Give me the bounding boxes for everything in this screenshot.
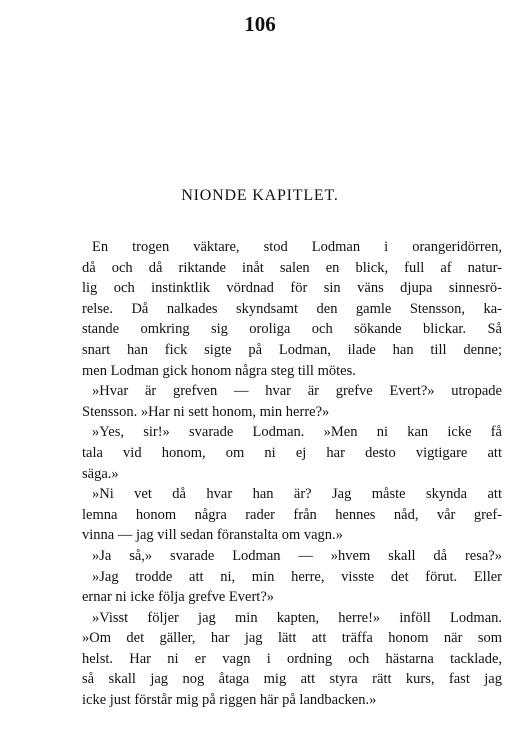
text-line: lemna honom några rader från hennes nåd, vår gref- (82, 506, 502, 523)
body-text (82, 237, 502, 711)
text-line: En trogen väktare, stod Lodman i orangeridörren, (92, 239, 502, 255)
text-line: »Yes, sir!» svarade Lodman. »Men ni kan icke få (92, 424, 502, 441)
text-line: säga.» (82, 465, 119, 482)
text-line: relse. Då nalkades skyndsamt den gamle Stensson, ka- (82, 300, 502, 317)
text-line: »Jag trodde att ni, min herre, visste det förut. Eller (92, 568, 502, 585)
text-line: ernar ni icke följa grefve Evert?» (82, 589, 275, 606)
page-number: 106 (244, 12, 276, 36)
text-line: tala vid honom, om ni ej har desto vigtigare att (82, 444, 502, 461)
chapter-heading: NIONDE KAPITLET. (181, 187, 339, 204)
text-line: snart han fick sigte på Lodman, ilade han till denne; (82, 341, 502, 358)
text-line: men Lodman gick honom några steg till mötes. (82, 362, 356, 379)
text-line: »Om det gäller, har jag lätt att träffa honom när som (82, 630, 502, 647)
text-line: »Ni vet då hvar han är? Jag måste skynda att (92, 486, 502, 503)
text-line: icke just förstår mig på riggen här på landbacken.» (82, 692, 377, 709)
text-line: så skall jag nog åtaga mig att styra rätt kurs, fast jag (82, 671, 502, 688)
text-line: »Visst följer jag min kapten, herre!» inföll Lodman. (92, 609, 502, 626)
text-line: Stensson. »Har ni sett honom, min herre?» (82, 403, 330, 420)
text-line: »Ja så,» svarade Lodman — »hvem skall då resa?» (92, 547, 502, 564)
text-line: »Hvar är grefven — hvar är grefve Evert?» utropade (92, 383, 502, 400)
text-line: lig och instinktlik vördnad för sin väns djupa sinnesrö- (82, 280, 502, 297)
text-line: stande omkring sig oroliga och sökande blickar. Så (82, 321, 502, 338)
text-line: då och då riktande inåt salen en blick, full af natur- (82, 259, 502, 276)
text-line: helst. Har ni er vagn i ordning och hästarna tacklade, (82, 650, 502, 667)
text-line: vinna — jag vill sedan föranstalta om vagn.» (82, 527, 343, 544)
